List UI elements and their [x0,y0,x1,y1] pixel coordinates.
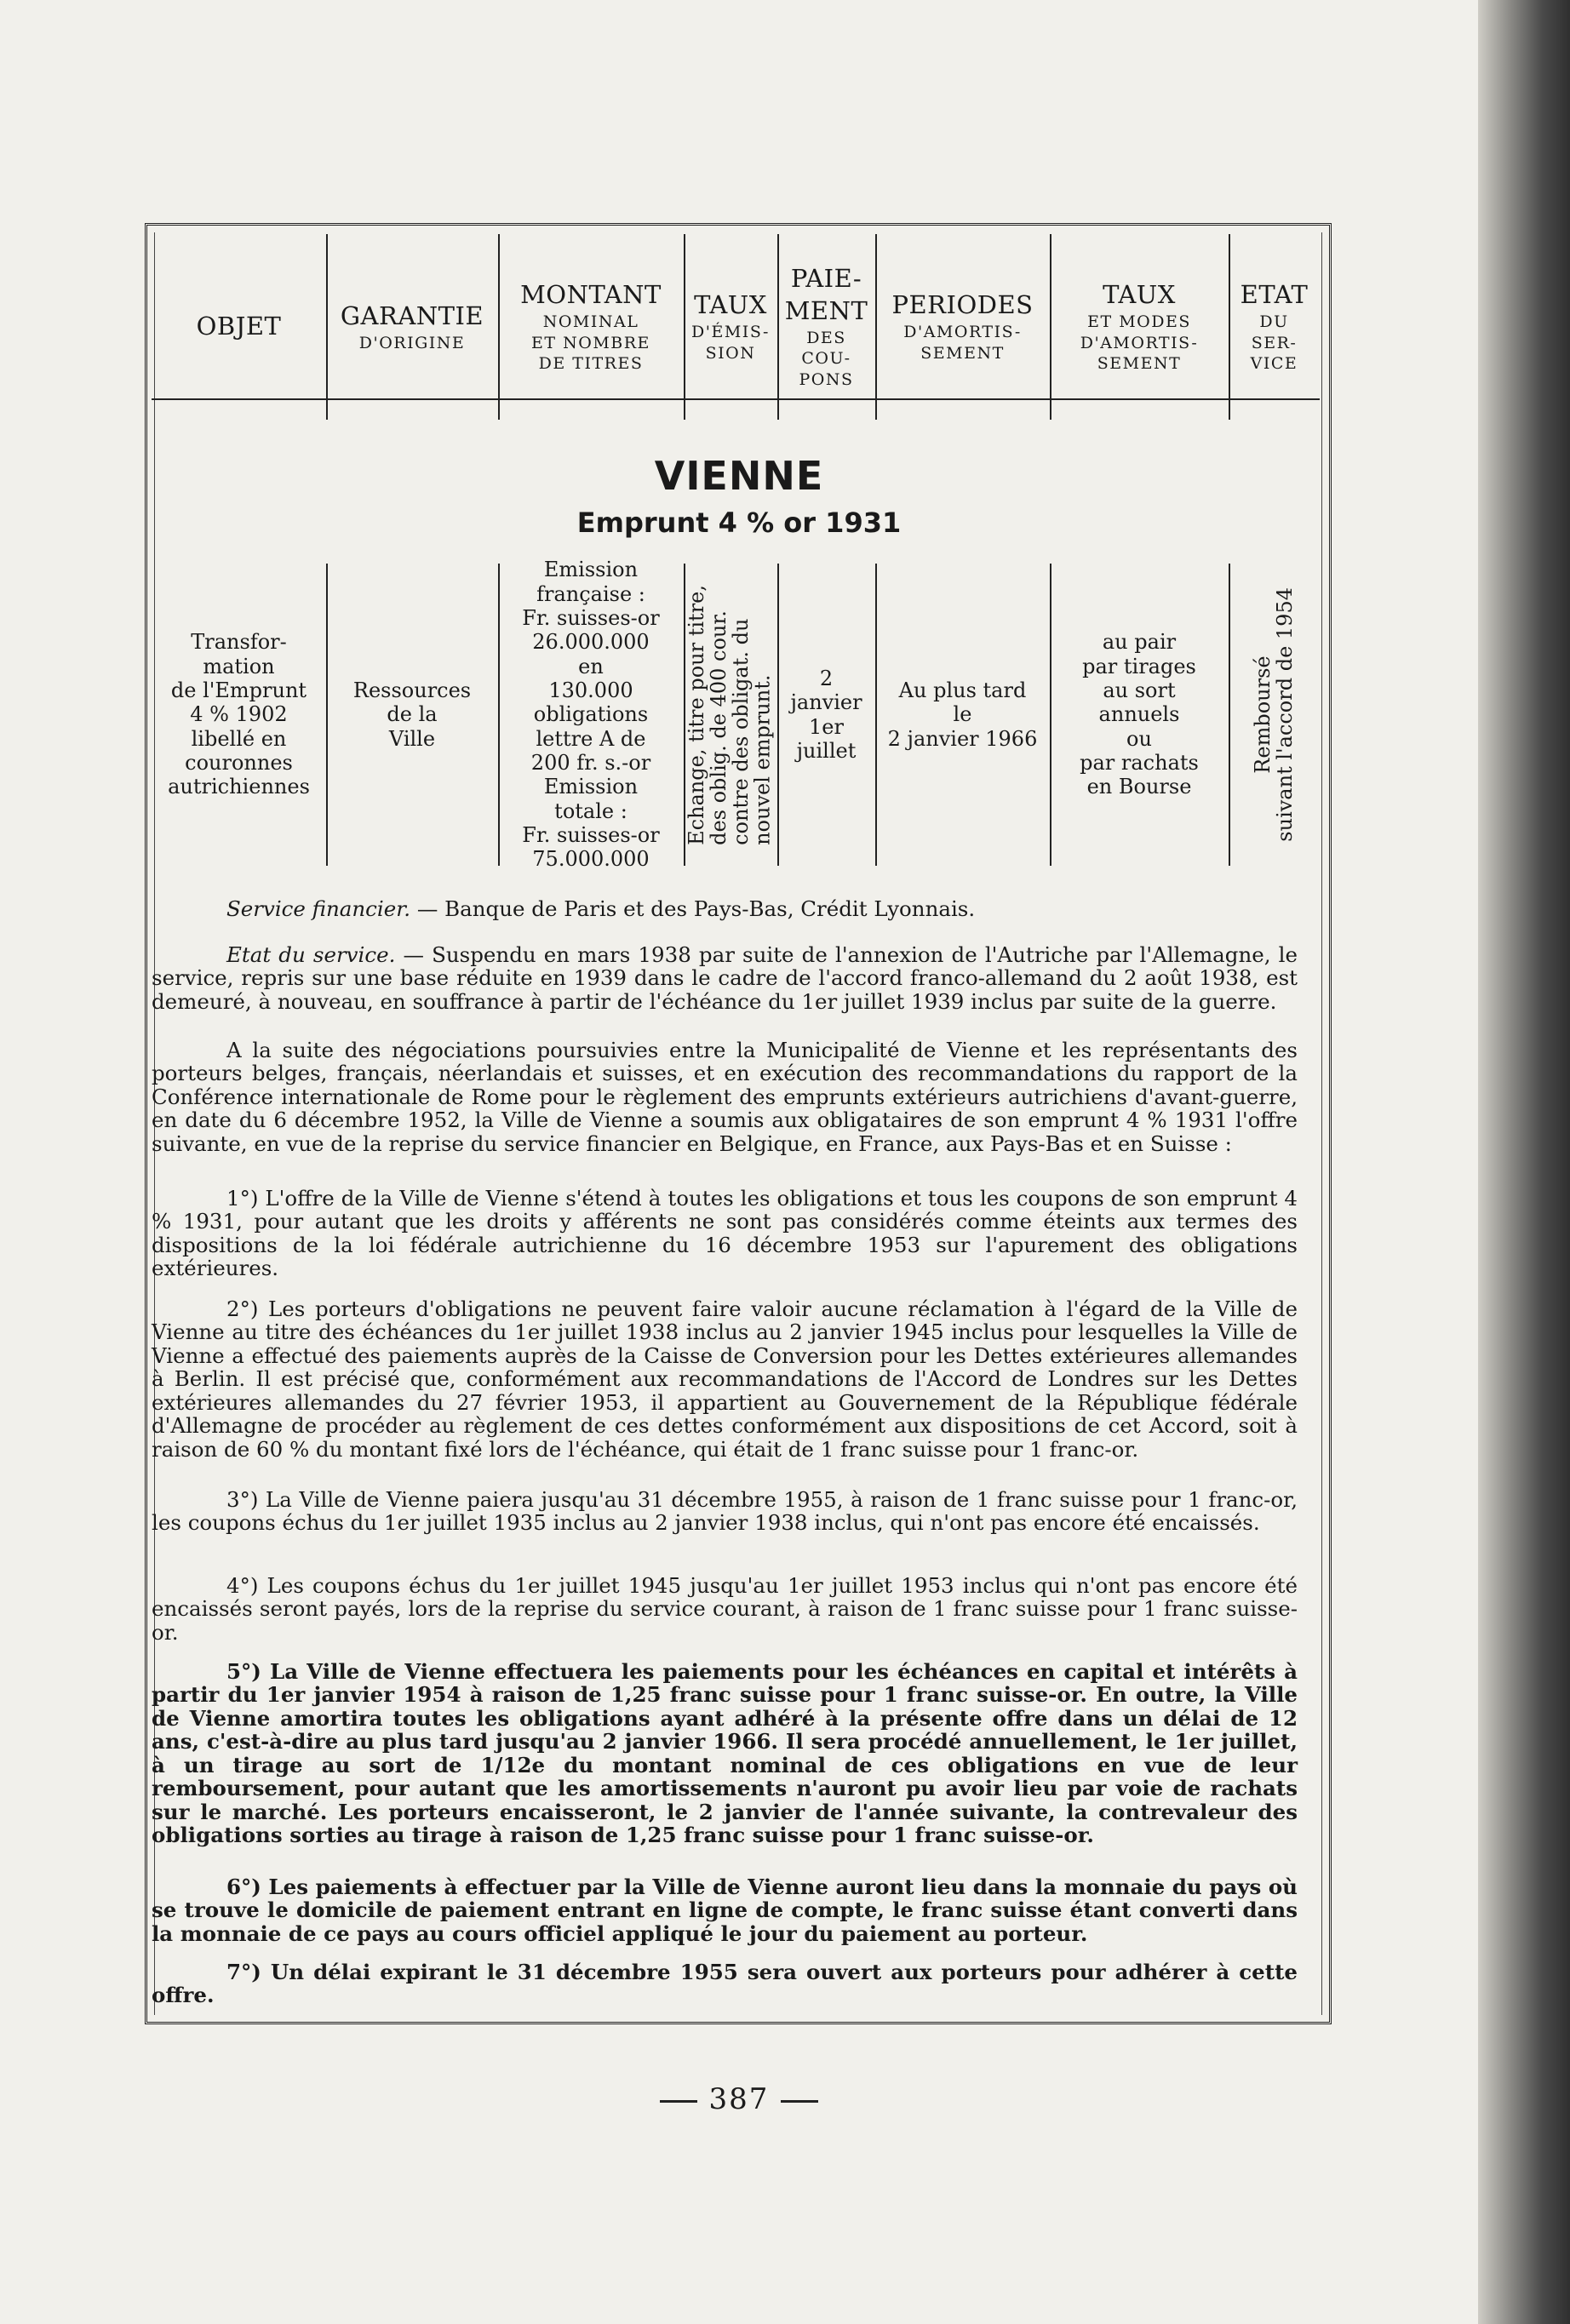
header-etat-sub2: SER- [1251,333,1298,352]
header-montant-sub1: NOMINAL [542,312,639,331]
header-periodes [875,234,1051,420]
page-number-text: 387 [708,2082,770,2116]
section-title: VIENNE [654,453,824,499]
point-5 [152,1660,1298,1847]
header-etat [1229,234,1320,420]
header-paiement-sub2: COU- [801,349,851,369]
point-7 [152,1961,1298,2007]
etat-du-service-label: Etat du service. [226,942,396,967]
point-6-text: 6°) Les paiements à effectuer par la Ville de Vienne auront lieu dans la monnaie du pays où se trouve le domicile de paiement entrant en ligne de compte, le franc suisse étant converti dans la monnaie de ce pays au cours officiel appliqué le jour du paiement au porteur. [152,1875,1298,1946]
point-4-text: 4°) Les coupons échus du 1er juillet 1945 jusqu'au 1er juillet 1953 inclus qui n'ont pas encore été encaissés seront payés, lors de la reprise du service courant, à raison de 1 franc suisse pour 1 franc suisse-or. [152,1573,1298,1645]
point-6 [152,1875,1298,1945]
header-taux-label: TAUX [694,290,767,320]
header-etat-sub3: VICE [1250,354,1298,374]
header-taux [684,234,779,420]
header-taux-modes-label: TAUX [1103,280,1176,310]
point-7-text: 7°) Un délai expirant le 31 décembre 1955 sera ouvert aux porteurs pour adhérer à cette offre. [152,1960,1298,2008]
header-periodes-sub1: D'AMORTIS- [903,323,1022,342]
header-taux-modes-sub1: ET MODES [1087,312,1191,331]
etat-du-service [152,943,1298,1013]
etat-du-service-text: — Suspendu en mars 1938 par suite de l'annexion de l'Autriche par l'Allemagne, le service, repris sur une base réduite en 1939 dans le cadre de l'accord franco-allemand du 2 août 1938, est demeuré, à nouveau, en souffrance à partir de l'échéance du 1er juillet 1939 inclus par suite de la guerre. [152,942,1298,1014]
header-objet [152,234,328,420]
header-paiement [777,234,877,420]
header-garantie-sub: D'ORIGINE [358,333,466,352]
cell-etat-text: Remboursé suivant l'accord de 1954 [1250,587,1297,842]
header-etat-label: ETAT [1240,280,1309,310]
header-paiement-label1: PAIE- [790,264,862,294]
intro-paragraph [152,1039,1298,1155]
point-3-text: 3°) La Ville de Vienne paiera jusqu'au 31 décembre 1955, à raison de 1 franc suisse pour 1 franc-or, les coupons échus du 1er juillet 1935 inclus au 2 janvier 1938 inclus, qui n'ont pas encore été encaissés. [152,1487,1298,1536]
book-spine-shadow [1478,0,1570,2324]
header-divider [152,398,1320,400]
header-montant-label: MONTANT [520,280,662,310]
header-garantie [326,234,500,420]
service-financier-text: — Banque de Paris et des Pays-Bas, Crédit Lyonnais. [410,896,976,921]
page-number [0,2082,1478,2116]
header-periodes-label: PERIODES [891,290,1034,320]
point-1-text: 1°) L'offre de la Ville de Vienne s'étend à toutes les obligations et tous les coupons de son emprunt 4 % 1931, pour autant que les droits y afférents ne sont pas considérés comme éteints aux termes des dispositions de la loi fédérale autrichienne du 16 décembre 1953 sur l'apurement des obligations extérieures. [152,1186,1298,1281]
header-taux-sub1: D'ÉMIS- [691,323,770,342]
header-montant-sub2: ET NOMBRE [531,333,650,352]
service-financier [152,897,1298,920]
cell-objet: Transfor- mation de l'Emprunt 4 % 1902 libellé en couronnes autrichiennes [168,630,310,799]
cell-taux-text: Echange, titre pour titre, des oblig. de 400 cour. contre des obligat. du nouvel emprunt. [685,584,775,845]
point-2 [152,1297,1298,1461]
dash-left [660,2100,697,2103]
point-5-text: 5°) La Ville de Vienne effectuera les paiements pour les échéances en capital et intérêts à partir du 1er janvier 1954 à raison de 1,25 franc suisse pour 1 franc suisse-or. En outre, la Ville de Vienne amortira toutes les obligations ayant adhéré à la présente offre dans un délai de 12 ans, c'est-à-dire au plus tard jusqu'au 2 janvier 1966. Il sera procédé annuellement, le 1er juillet, à un tirage au sort de 1/12e du montant nominal de ces obligations en vue de leur remboursement, pour autant que les amortissements n'auront pu avoir lieu par voie de rachats sur le marché. Les porteurs encaisseront, le 2 janvier de l'année suivante, la contrevaleur des obligations sorties au tirage à raison de 1,25 franc suisse pour 1 franc suisse-or. [152,1659,1298,1848]
dash-right [781,2100,818,2103]
header-etat-sub1: DU [1259,312,1289,331]
table-data-row [152,558,1320,872]
cell-paiement: 2 janvier 1er juillet [790,666,862,763]
cell-taux-modes: au pair par tirages au sort annuels ou par rachats en Bourse [1080,630,1199,799]
header-montant [498,234,685,420]
header-taux-sub2: SION [705,343,756,363]
cell-garantie: Ressources de la Ville [352,678,472,751]
cell-periodes: Au plus tard le 2 janvier 1966 [887,678,1038,751]
cell-taux [684,564,777,866]
intro-text: A la suite des négociations poursuivies entre la Municipalité de Vienne et les représentants des porteurs belges, français, néerlandais et suisses, et en exécution des recommandations du rapport de la Conférence internationale de Rome pour le règlement des emprunts extérieurs autrichiens d'avant-guerre, en date du 6 décembre 1952, la Ville de Vienne a soumis aux obligataires de son emprunt 4 % 1931 l'offre suivante, en vue de la reprise du service financier en Belgique, en France, aux Pays-Bas et en Suisse : [152,1038,1298,1156]
service-financier-label: Service financier. [226,896,411,921]
header-objet-label: OBJET [196,312,282,341]
header-paiement-sub3: PONS [799,370,854,390]
table-header [152,234,1320,420]
cell-montant: Emission française : Fr. suisses-or 26.000.000 en 130.000 obligations lettre A de 200 fr. s.-or Emission totale : Fr. suisses-or 75.000.000 [522,558,660,872]
header-montant-sub3: DE TITRES [538,354,644,374]
point-2-text: 2°) Les porteurs d'obligations ne peuvent faire valoir aucune réclamation à l'égard de la Ville de Vienne au titre des échéances du 1er juillet 1938 inclus au 2 janvier 1945 inclus pour lesquelles la Ville de Vienne a effectué des paiements auprès de la Caisse de Conversion pour les Dettes extérieures allemandes à Berlin. Il est précisé que, conformément aux recommandations de l'Accord de Londres sur les Dettes extérieures allemandes du 27 février 1953, il appartient au Gouvernement de la République fédérale d'Allemagne de procéder au règlement de ces dettes conformément aux dispositions de cet Accord, soit à raison de 60 % du montant fixé lors de l'échéance, qui était de 1 franc suisse pour 1 franc-or. [152,1297,1298,1462]
header-taux-modes [1050,234,1230,420]
header-taux-modes-sub2: D'AMORTIS- [1080,333,1199,352]
header-garantie-label: GARANTIE [340,301,484,330]
header-paiement-sub1: DES [806,328,846,347]
header-periodes-sub2: SEMENT [920,343,1005,363]
header-paiement-label2: MENT [784,295,868,325]
header-taux-modes-sub3: SEMENT [1097,354,1182,374]
point-3 [152,1488,1298,1535]
cell-etat [1229,564,1320,866]
point-4 [152,1574,1298,1644]
section-subtitle: Emprunt 4 % or 1931 [576,507,902,539]
point-1 [152,1187,1298,1280]
